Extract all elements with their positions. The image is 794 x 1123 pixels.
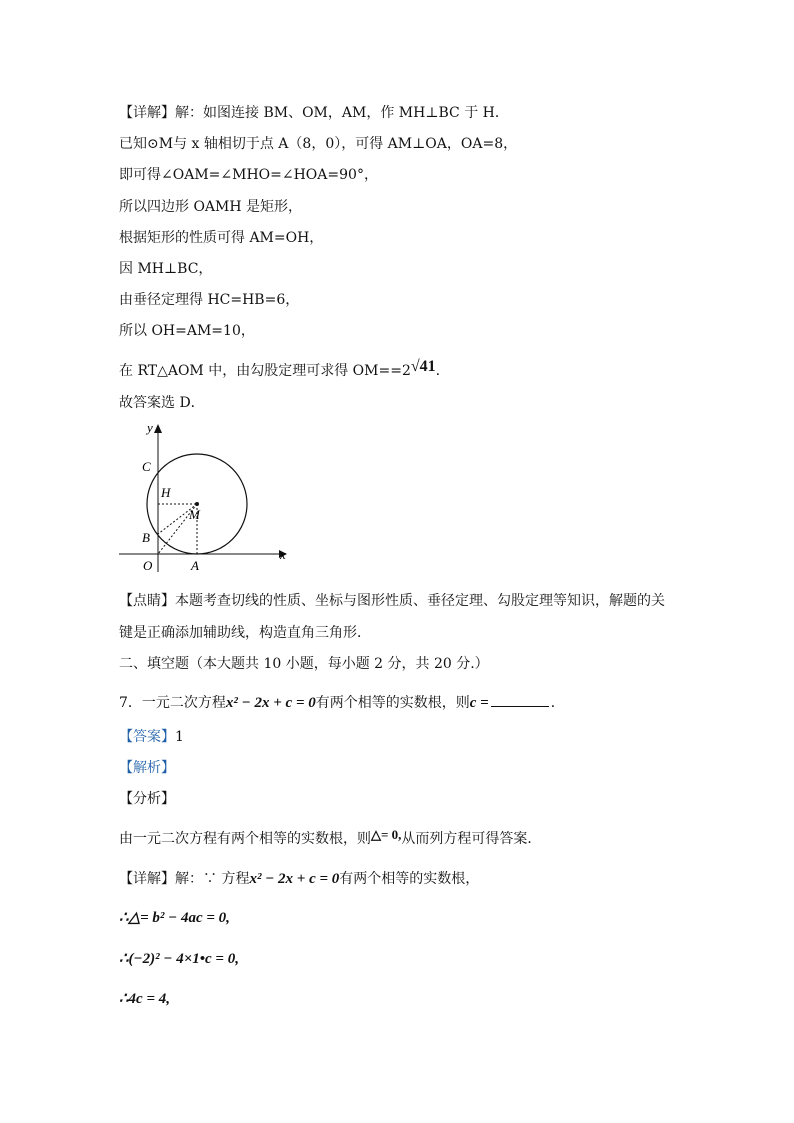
detail-line-7: 由垂径定理得 HC=HB=6， <box>119 292 300 308</box>
label-o: O <box>143 558 153 573</box>
fenxi-text-a: 由一元二次方程有两个相等的实数根，则 <box>119 831 371 847</box>
section-heading: 二、填空题（本大题共 10 小题，每小题 2 分，共 20 分.） <box>119 656 489 672</box>
answer-blank <box>491 694 549 707</box>
analysis-tag: 【解析】 <box>119 760 175 776</box>
label-a: A <box>191 558 199 573</box>
fenxi-tag: 【分析】 <box>119 791 175 807</box>
q7-suffix: ． <box>550 695 565 711</box>
question-7 <box>119 694 565 712</box>
circle-diagram <box>119 420 289 575</box>
period: . <box>435 363 441 379</box>
q7-mid: 有两个相等的实数根，则 <box>315 695 470 711</box>
fenxi-text-b: 从而列方程可得答案． <box>401 831 542 847</box>
detail2-line <box>119 870 479 888</box>
detail-line-9 <box>119 358 441 380</box>
q7-var: c = <box>469 695 489 711</box>
comment-line-1 <box>119 592 665 610</box>
detail-line-4: 所以四边形 OAMH 是矩形， <box>119 199 303 215</box>
sqrt-41: √41 <box>410 358 436 375</box>
label-h: H <box>161 485 171 500</box>
label-b: B <box>142 530 150 545</box>
detail-line-8: 所以 OH=AM=10， <box>119 323 255 339</box>
comment-text-1: 本题考查切线的性质、坐标与图形性质、垂径定理、勾股定理等知识，解题的关 <box>175 593 665 609</box>
label-m: M <box>189 507 200 522</box>
label-x: x <box>280 547 286 562</box>
detail-line-9-text: 在 RT△AOM 中，由勾股定理可求得 OM==2 <box>119 363 411 379</box>
comment-line-2: 键是正确添加辅助线，构造直角三角形． <box>119 625 371 641</box>
step-1: ∴△= b² − 4ac = 0, <box>119 910 230 926</box>
detail-line-5: 根据矩形的性质可得 AM=OH， <box>119 230 324 246</box>
detail-line-3: 即可得∠OAM=∠MHO=∠HOA=90°， <box>119 167 378 183</box>
detail2-text-a: 解：∵ 方程 <box>175 871 250 887</box>
detail-line-1 <box>119 104 509 122</box>
fenxi-line <box>119 827 542 848</box>
detail-line-10: 故答案选 D． <box>119 395 205 411</box>
answer-tag: 【答案】 <box>119 729 175 745</box>
answer-value: 1 <box>175 729 184 745</box>
detail-line-6: 因 MH⊥BC， <box>119 261 213 277</box>
detail2-equation: x² − 2x + c = 0 <box>249 871 340 887</box>
detail-tag: 【详解】 <box>119 105 175 121</box>
step-3: ∴4c = 4, <box>119 991 170 1007</box>
comment-tag: 【点睛】 <box>119 593 175 609</box>
detail2-text-b: 有两个相等的实数根， <box>339 871 480 887</box>
y-axis-arrow <box>154 424 162 433</box>
detail-text: 解：如图连接 BM、OM，AM，作 MH⊥BC 于 H． <box>175 105 509 121</box>
center-point <box>195 502 199 506</box>
answer-line <box>119 728 184 746</box>
label-c: C <box>142 459 151 474</box>
q7-prefix: 7．一元二次方程 <box>119 695 226 711</box>
label-y: y <box>147 420 153 435</box>
detail2-tag: 【详解】 <box>119 871 175 887</box>
step-2: ∴(−2)² − 4×1•c = 0, <box>119 951 239 967</box>
delta-zero: △= 0, <box>371 827 402 842</box>
q7-equation: x² − 2x + c = 0 <box>225 695 316 711</box>
detail-line-2: 已知⊙M与 x 轴相切于点 A（8，0），可得 AM⊥OA，OA=8， <box>119 136 518 152</box>
